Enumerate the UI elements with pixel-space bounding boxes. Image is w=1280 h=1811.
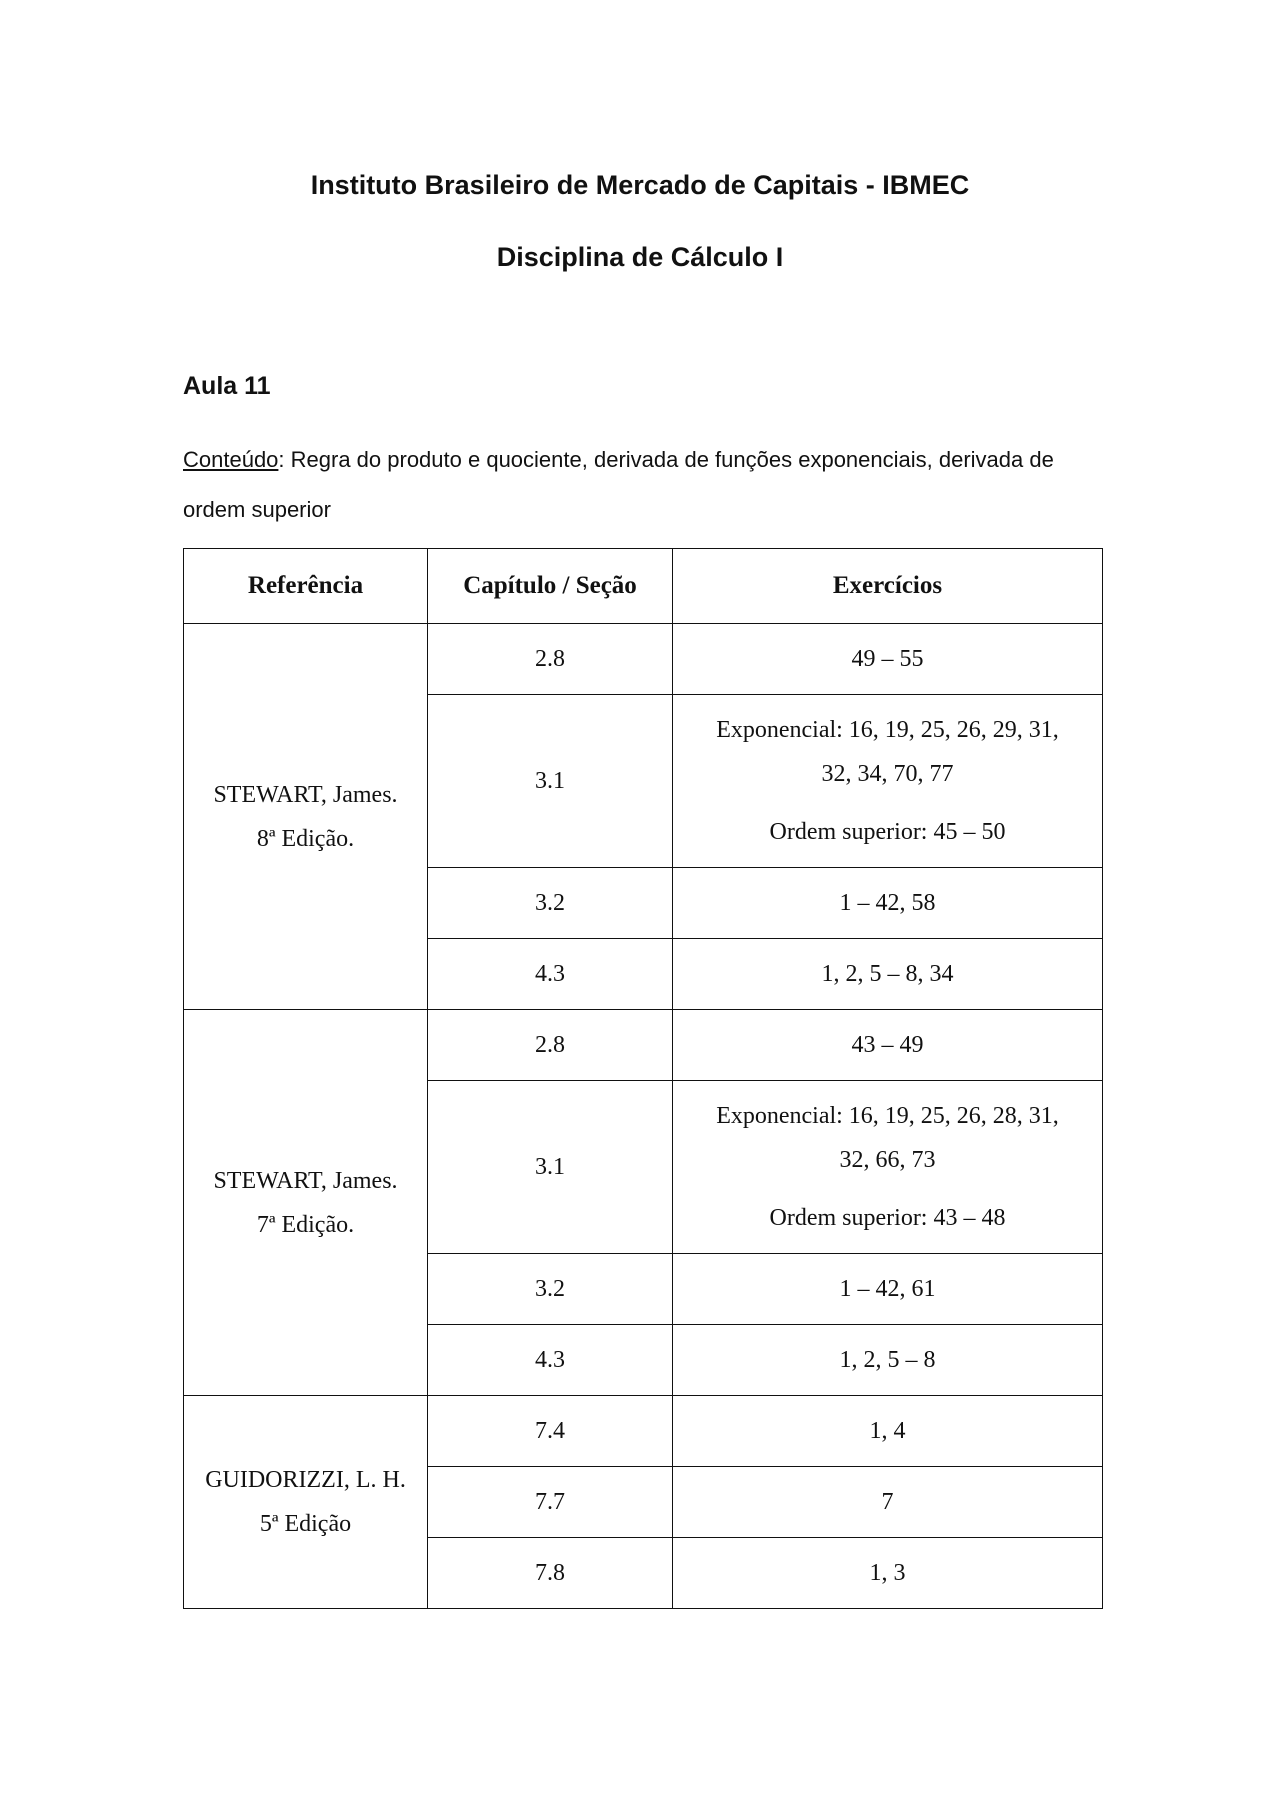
exercises-cell: 1, 3 [673, 1538, 1103, 1609]
section-cell: 3.1 [428, 1081, 673, 1254]
section-cell: 3.2 [428, 868, 673, 939]
exercises-cell: 1, 4 [673, 1396, 1103, 1467]
discipline-title: Disciplina de Cálculo I [496, 242, 784, 272]
table-header-row [184, 549, 1103, 624]
section-cell: 2.8 [428, 624, 673, 695]
content-label: Conteúdo [183, 447, 279, 472]
exercises-line: 32, 66, 73 [839, 1147, 936, 1173]
section-cell: 3.1 [428, 695, 673, 868]
exercises-cell: 1 – 42, 58 [673, 868, 1103, 939]
exercises-cell: 1, 2, 5 – 8 [673, 1325, 1103, 1396]
reference-author: STEWART, James. [213, 781, 398, 808]
institution-title: Instituto Brasileiro de Mercado de Capitais - IBMEC [310, 170, 970, 200]
reference-edition: 7ª Edição. [256, 1211, 355, 1238]
exercises-cell: 49 – 55 [673, 624, 1103, 695]
section-cell: 3.2 [428, 1254, 673, 1325]
reference-edition: 8ª Edição. [256, 825, 355, 852]
section-cell: 7.7 [428, 1467, 673, 1538]
reference-author: STEWART, James. [213, 1167, 398, 1194]
exercises-cell: 1 – 42, 61 [673, 1254, 1103, 1325]
header-section: Capítulo / Seção [428, 549, 673, 624]
exercises-line: Exponencial: 16, 19, 25, 26, 28, 31, [716, 1103, 1059, 1129]
exercises-cell: 1, 2, 5 – 8, 34 [673, 939, 1103, 1010]
reference-cell [184, 1010, 428, 1396]
exercises-cell: 7 [673, 1467, 1103, 1538]
lesson-content [183, 435, 1103, 535]
section-cell: 7.4 [428, 1396, 673, 1467]
exercises-line: Exponencial: 16, 19, 25, 26, 29, 31, [716, 717, 1059, 743]
section-cell: 4.3 [428, 1325, 673, 1396]
reference-cell [184, 1396, 428, 1609]
table-row [184, 1010, 1103, 1081]
reference-author: GUIDORIZZI, L. H. [205, 1467, 406, 1493]
lesson-title: Aula 11 [183, 372, 271, 400]
section-cell: 4.3 [428, 939, 673, 1010]
exercises-cell [673, 695, 1103, 868]
reference-cell [184, 624, 428, 1010]
section-cell: 7.8 [428, 1538, 673, 1609]
exercises-cell: 43 – 49 [673, 1010, 1103, 1081]
exercises-cell [673, 1081, 1103, 1254]
table-row [184, 624, 1103, 695]
exercises-line: Ordem superior: 45 – 50 [769, 819, 1006, 845]
header-exercises: Exercícios [673, 549, 1103, 624]
section-cell: 2.8 [428, 1010, 673, 1081]
exercise-table [183, 548, 1103, 1609]
content-text: : Regra do produto e quociente, derivada de funções exponenciais, derivada de ordem superior [183, 447, 1054, 522]
reference-edition: 5ª Edição [259, 1511, 352, 1537]
table-row [184, 1396, 1103, 1467]
exercises-line: Ordem superior: 43 – 48 [769, 1205, 1006, 1231]
exercises-line: 32, 34, 70, 77 [821, 761, 954, 787]
header-reference: Referência [184, 549, 428, 624]
